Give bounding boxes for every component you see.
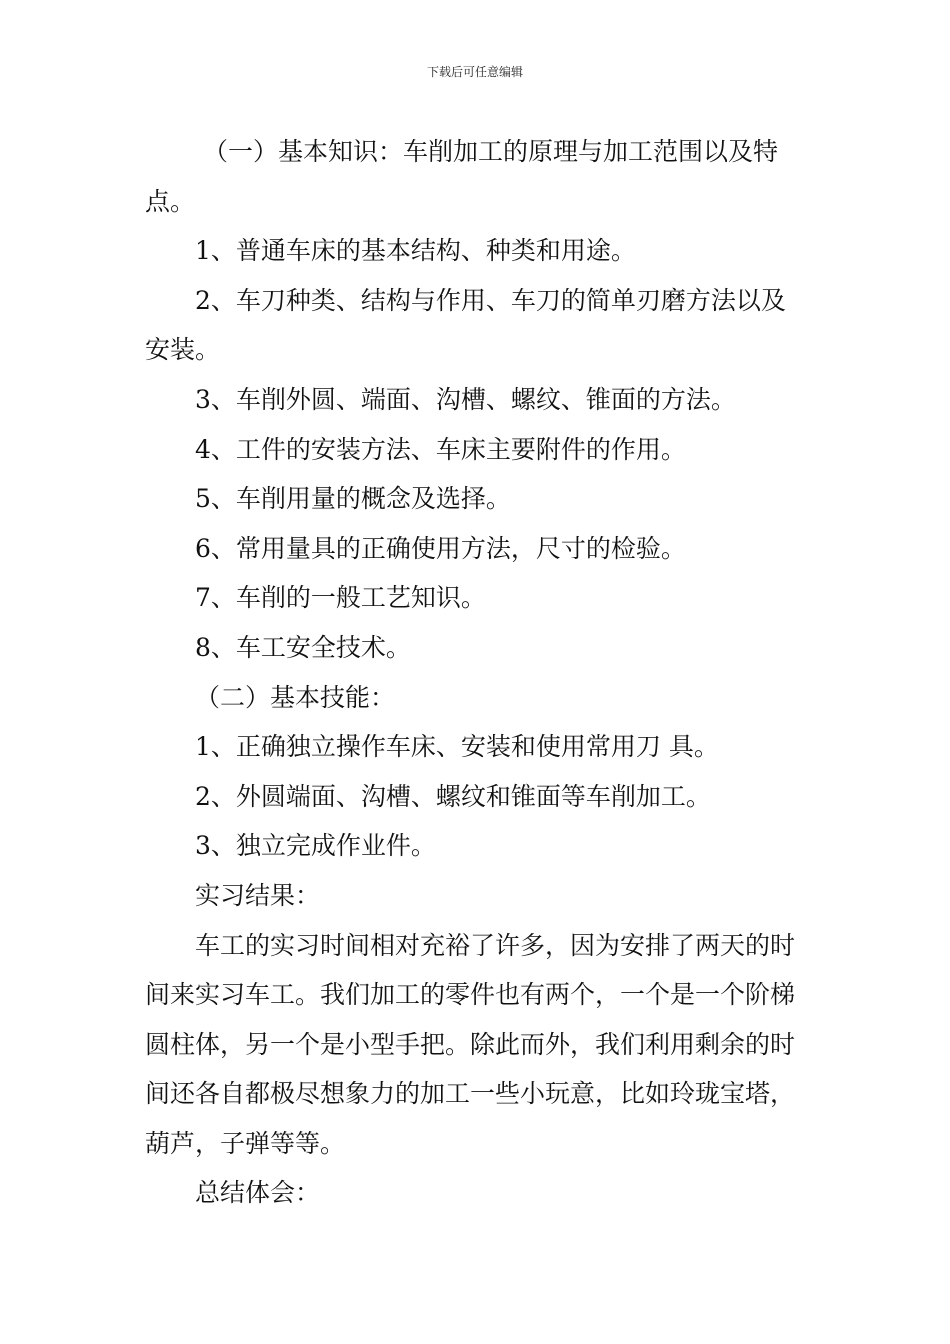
list-item-knowledge-4: 4、工件的安装方法、车床主要附件的作用。 [195,434,686,464]
document-body [145,127,809,1218]
list-item-skill-1: 1、正确独立操作车床、安装和使用常用刀 具。 [195,732,719,762]
list-item-knowledge-6: 6、常用量具的正确使用方法，尺寸的检验。 [195,533,686,563]
list-item-skill-2: 2、外圆端面、沟槽、螺纹和锥面等车削加工。 [195,781,711,811]
list-item-skill-3: 3、独立完成作业件。 [195,831,436,861]
paragraph-results-body: 车工的实习时间相对充裕了许多，因为安排了两天的时间来实习车工。我们加工的零件也有两个，一个是一个阶梯圆柱体，另一个是小型手把。除此而外，我们利用剩余的时间还各自都极尽想象力的加工一些小玩意，比如玲珑宝塔，葫芦，子弹等等。 [145,930,796,1158]
list-item-knowledge-5: 5、车削用量的概念及选择。 [195,484,511,514]
list-item-knowledge-8: 8、车工安全技术。 [195,632,411,662]
paragraph-basic-knowledge-heading: （一）基本知识：车削加工的原理与加工范围以及特点。 [145,137,779,216]
list-item-knowledge-1: 1、普通车床的基本结构、种类和用途。 [195,236,636,266]
paragraph-basic-skills-heading: （二）基本技能： [195,682,396,712]
list-item-knowledge-7: 7、车削的一般工艺知识。 [195,583,486,613]
list-item-knowledge-2: 2、车刀种类、结构与作用、车刀的简单刃磨方法以及安装。 [145,285,786,365]
page-header-note: 下载后可任意编辑 [426,65,523,79]
section-heading-summary: 总结体会： [195,1178,321,1208]
section-heading-results: 实习结果： [195,880,321,910]
list-item-knowledge-3: 3、车削外圆、端面、沟槽、螺纹、锥面的方法。 [195,384,736,414]
